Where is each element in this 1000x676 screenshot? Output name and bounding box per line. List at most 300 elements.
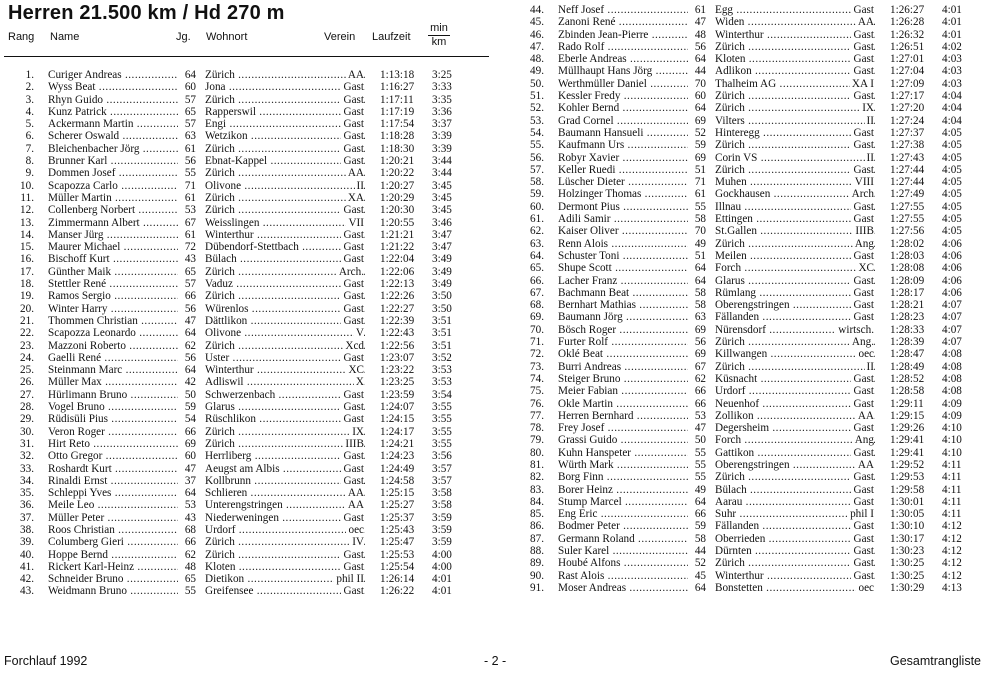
- residence-cell: Winterthur .....: [205, 364, 365, 376]
- rank-cell: 83.: [530, 483, 544, 496]
- time-cell: 1:27:01: [890, 53, 925, 66]
- name-cell: Ramos Sergio .....: [48, 290, 178, 302]
- rank-cell: 74.: [530, 372, 544, 385]
- year-cell: 52: [694, 557, 706, 570]
- pace-cell: 4:11: [942, 458, 962, 471]
- result-row: [0, 229, 490, 241]
- result-row: [510, 508, 1000, 520]
- year-cell: 53: [184, 204, 196, 217]
- pace-cell: 4:08: [942, 348, 962, 361]
- residence-cell: Fällanden .....: [715, 311, 875, 323]
- time-cell: 1:29:11: [890, 397, 924, 410]
- col-header-verein: Verein: [324, 31, 356, 43]
- year-cell: 69: [694, 348, 706, 361]
- result-row: [510, 188, 1000, 200]
- residence-cell: Meilen .....: [715, 250, 875, 262]
- club-cell: Gast: [853, 139, 874, 152]
- residence-cell: Rümlang .....: [715, 287, 875, 299]
- residence-cell: Winterthur .....: [715, 29, 875, 41]
- pace-cell: 4:03: [942, 77, 962, 90]
- year-cell: 44: [694, 545, 706, 558]
- name-cell: Thommen Christian .....: [48, 315, 178, 327]
- rank-cell: 61.: [530, 213, 544, 226]
- rank-cell: 67.: [530, 286, 544, 299]
- time-cell: 1:22:43: [380, 327, 415, 340]
- rank-cell: 77.: [530, 409, 544, 422]
- club-cell: AA: [347, 69, 364, 81]
- rank-cell: 41.: [20, 560, 34, 573]
- result-row: [0, 364, 490, 376]
- residence-cell: Zürich .....: [205, 192, 365, 204]
- club-cell: X: [355, 376, 364, 389]
- residence-cell: Dättlikon .....: [205, 315, 365, 327]
- club-cell: Gast: [853, 28, 874, 41]
- name-cell: Adili Samir .....: [558, 213, 688, 225]
- rank-cell: 12.: [20, 204, 34, 217]
- pace-cell: 4:09: [942, 409, 962, 422]
- time-cell: 1:22:06: [380, 265, 415, 278]
- time-cell: 1:24:58: [380, 474, 415, 487]
- rank-cell: 36.: [20, 499, 34, 512]
- rank-cell: 88.: [530, 545, 544, 558]
- name-cell: Bachmann Beat .....: [558, 287, 688, 299]
- name-cell: Dommen Josef .....: [48, 167, 178, 179]
- result-row: [510, 115, 1000, 127]
- result-row: [0, 536, 490, 548]
- residence-cell: Zürich .....: [715, 471, 875, 483]
- residence-cell: Jona .....: [205, 81, 365, 93]
- time-cell: 1:28:39: [890, 336, 925, 349]
- time-cell: 1:24:23: [380, 450, 415, 463]
- residence-cell: Zürich .....: [205, 204, 365, 216]
- name-cell: Veron Roger .....: [48, 426, 178, 438]
- time-cell: 1:22:13: [380, 278, 415, 291]
- rank-cell: 60.: [530, 200, 544, 213]
- name-cell: Kessler Fredy .....: [558, 90, 688, 102]
- time-cell: 1:26:51: [890, 40, 925, 53]
- name-cell: Zbinden Jean-Pierre .....: [558, 29, 688, 41]
- rank-cell: 80.: [530, 446, 544, 459]
- year-cell: 56: [184, 351, 196, 364]
- club-cell: Gast: [343, 388, 364, 401]
- club-cell: oec: [858, 348, 874, 361]
- result-row: [0, 167, 490, 179]
- residence-cell: Vaduz .....: [205, 278, 365, 290]
- residence-cell: Zürich .....: [715, 41, 875, 53]
- year-cell: 71: [694, 176, 706, 189]
- rank-cell: 49.: [530, 65, 544, 78]
- name-cell: Collenberg Norbert .....: [48, 204, 178, 216]
- pace-cell: 3:25: [432, 69, 452, 81]
- pace-cell: 4:03: [942, 65, 962, 78]
- rank-cell: 79.: [530, 434, 544, 447]
- rank-cell: 44.: [530, 4, 544, 16]
- result-row: [0, 426, 490, 438]
- residence-cell: Weisslingen .....: [205, 217, 365, 229]
- rank-cell: 78.: [530, 422, 544, 435]
- time-cell: 1:28:08: [890, 262, 925, 275]
- club-cell: II: [866, 151, 874, 164]
- result-row: [510, 152, 1000, 164]
- name-cell: Zimmermann Albert .....: [48, 217, 178, 229]
- rank-cell: 89.: [530, 557, 544, 570]
- club-cell: Xcd: [345, 339, 364, 352]
- year-cell: 67: [184, 216, 196, 229]
- club-cell: Gast: [853, 385, 874, 398]
- name-cell: Kohler Bernd .....: [558, 102, 688, 114]
- result-row: [510, 311, 1000, 323]
- time-cell: 1:27:04: [890, 65, 925, 78]
- result-row: [0, 401, 490, 413]
- club-cell: Gast: [853, 299, 874, 312]
- pace-cell: 4:08: [942, 360, 962, 373]
- year-cell: 47: [184, 462, 196, 475]
- residence-cell: Gockhausen .....: [715, 188, 875, 200]
- pace-cell: 3:59: [432, 536, 452, 549]
- rank-cell: 84.: [530, 495, 544, 508]
- time-cell: 1:27:43: [890, 151, 925, 164]
- time-cell: 1:18:30: [380, 142, 415, 155]
- residence-cell: Unterengstringen .....: [205, 499, 365, 511]
- pace-cell: 4:05: [942, 139, 962, 152]
- result-row: [0, 192, 490, 204]
- pace-cell: 4:08: [942, 372, 962, 385]
- pace-cell: 4:10: [942, 446, 962, 459]
- residence-cell: Muhen .....: [715, 176, 875, 188]
- pace-cell: 3:50: [432, 302, 452, 315]
- name-cell: Rüdisüli Pius .....: [48, 413, 178, 425]
- year-cell: 64: [694, 581, 706, 594]
- residence-cell: Nürensdorf .....: [715, 324, 875, 336]
- club-cell: IIIB: [345, 437, 364, 450]
- pace-cell: 4:00: [432, 548, 452, 561]
- time-cell: 1:18:28: [380, 130, 415, 143]
- rank-cell: 31.: [20, 437, 34, 450]
- rank-cell: 58.: [530, 176, 544, 189]
- residence-cell: Oberrieden .....: [715, 533, 875, 545]
- name-cell: Holzinger Thomas .....: [558, 188, 688, 200]
- club-cell: Gast: [343, 351, 364, 364]
- residence-cell: Zürich .....: [205, 340, 365, 352]
- name-cell: Wyss Beat .....: [48, 81, 178, 93]
- result-row: [510, 557, 1000, 569]
- residence-cell: Zürich .....: [715, 139, 875, 151]
- time-cell: 1:23:59: [380, 388, 415, 401]
- result-row: [510, 78, 1000, 90]
- residence-cell: Küsnacht .....: [715, 373, 875, 385]
- club-cell: Arch.: [338, 265, 364, 278]
- time-cell: 1:24:49: [380, 462, 415, 475]
- pace-cell: 4:01: [942, 4, 962, 16]
- year-cell: 64: [694, 495, 706, 508]
- club-cell: phil II: [336, 573, 364, 586]
- rank-cell: 62.: [530, 225, 544, 238]
- pace-cell: 3:49: [432, 253, 452, 266]
- residence-cell: Zürich .....: [715, 102, 875, 114]
- name-cell: Müller Max .....: [48, 376, 178, 388]
- residence-cell: Suhr .....: [715, 508, 875, 520]
- residence-cell: Zürich .....: [205, 549, 365, 561]
- result-row: [0, 81, 490, 93]
- pace-cell: 4:08: [942, 385, 962, 398]
- time-cell: 1:30:01: [890, 495, 925, 508]
- residence-cell: Engi .....: [205, 118, 365, 130]
- time-cell: 1:23:25: [380, 376, 415, 389]
- club-cell: AA: [857, 16, 874, 29]
- result-row: [0, 69, 490, 81]
- name-cell: Rickert Karl-Heinz .....: [48, 561, 178, 573]
- rank-cell: 23.: [20, 339, 34, 352]
- year-cell: 37: [184, 474, 196, 487]
- rank-cell: 91.: [530, 581, 544, 594]
- club-cell: VIII: [854, 176, 874, 189]
- club-cell: Gast: [343, 228, 364, 241]
- result-row: [0, 130, 490, 142]
- residence-cell: Zürich .....: [205, 438, 365, 450]
- rank-cell: 25.: [20, 364, 34, 377]
- club-cell: Gast: [853, 90, 874, 103]
- pace-cell: 4:01: [942, 16, 962, 29]
- residence-cell: Illnau .....: [715, 201, 875, 213]
- residence-cell: Schwerzenbach .....: [205, 389, 365, 401]
- rank-cell: 37.: [20, 511, 34, 524]
- name-cell: Scapozza Carlo .....: [48, 180, 178, 192]
- pace-cell: 4:11: [942, 483, 962, 496]
- residence-cell: Corin VS .....: [715, 152, 875, 164]
- club-cell: Gast: [343, 302, 364, 315]
- time-cell: 1:24:15: [380, 413, 415, 426]
- pace-cell: 3:45: [432, 191, 452, 204]
- club-cell: Gast: [853, 483, 874, 496]
- name-cell: Bodmer Peter .....: [558, 520, 688, 532]
- result-row: [0, 290, 490, 302]
- pace-cell: 4:06: [942, 286, 962, 299]
- year-cell: 51: [694, 163, 706, 176]
- rank-cell: 1.: [25, 69, 34, 81]
- time-cell: 1:30:05: [890, 508, 925, 521]
- residence-cell: Adliswil .....: [205, 376, 365, 388]
- club-cell: Gast: [343, 474, 364, 487]
- time-cell: 1:27:56: [890, 225, 925, 238]
- club-cell: Gast: [343, 450, 364, 463]
- club-cell: Gast: [343, 118, 364, 131]
- result-row: [510, 250, 1000, 262]
- residence-cell: Dübendorf-Stettbach .....: [205, 241, 365, 253]
- pace-cell: 4:12: [942, 545, 962, 558]
- rank-cell: 22.: [20, 327, 34, 340]
- pace-cell: 4:05: [942, 151, 962, 164]
- results-list-left: [0, 69, 490, 598]
- club-cell: Gast: [853, 65, 874, 78]
- pace-cell: 4:02: [942, 40, 962, 53]
- result-row: [510, 484, 1000, 496]
- club-cell: Gast: [853, 532, 874, 545]
- year-cell: 66: [184, 425, 196, 438]
- result-row: [510, 471, 1000, 483]
- time-cell: 1:27:44: [890, 163, 925, 176]
- year-cell: 60: [184, 81, 196, 94]
- pace-cell: 4:12: [942, 520, 962, 533]
- rank-cell: 59.: [530, 188, 544, 201]
- name-cell: Manser Jürg .....: [48, 229, 178, 241]
- pace-cell: 4:07: [942, 299, 962, 312]
- pace-cell: 3:49: [432, 278, 452, 291]
- name-cell: Grad Cornel .....: [558, 115, 688, 127]
- result-row: [510, 238, 1000, 250]
- club-cell: Gast: [853, 495, 874, 508]
- time-cell: 1:25:43: [380, 523, 415, 536]
- residence-cell: Oberengstringen .....: [715, 459, 875, 471]
- result-row: [510, 41, 1000, 53]
- club-cell: XA I: [851, 77, 874, 90]
- rank-cell: 42.: [20, 573, 34, 586]
- pace-cell: 4:03: [942, 53, 962, 66]
- year-cell: 64: [184, 69, 196, 81]
- pace-cell: 4:12: [942, 557, 962, 570]
- name-cell: Weidmann Bruno .....: [48, 585, 178, 597]
- club-cell: oec: [858, 581, 874, 594]
- club-cell: IIIB: [855, 225, 874, 238]
- rank-cell: 45.: [530, 16, 544, 29]
- club-cell: VII: [348, 216, 364, 229]
- residence-cell: Killwangen .....: [715, 348, 875, 360]
- club-cell: Gast: [343, 253, 364, 266]
- name-cell: Bischoff Kurt .....: [48, 253, 178, 265]
- residence-cell: Zürich .....: [715, 164, 875, 176]
- club-cell: Gast: [853, 4, 874, 16]
- time-cell: 1:26:32: [890, 28, 925, 41]
- residence-cell: Bülach .....: [715, 484, 875, 496]
- residence-cell: Glarus .....: [715, 275, 875, 287]
- club-cell: Gast: [853, 471, 874, 484]
- rank-cell: 43.: [20, 585, 34, 598]
- year-cell: 70: [694, 77, 706, 90]
- club-cell: Gast: [343, 130, 364, 143]
- club-cell: Gast: [343, 401, 364, 414]
- pace-cell: 4:06: [942, 237, 962, 250]
- residence-cell: Zürich .....: [205, 167, 365, 179]
- name-cell: Scherer Oswald .....: [48, 130, 178, 142]
- rank-cell: 51.: [530, 90, 544, 103]
- col-header-name: Name: [50, 31, 80, 43]
- pace-cell: 3:47: [432, 241, 452, 254]
- time-cell: 1:28:33: [890, 323, 925, 336]
- name-cell: Otto Gregor .....: [48, 450, 178, 462]
- rank-cell: 81.: [530, 458, 544, 471]
- name-cell: Columberg Gieri .....: [48, 536, 178, 548]
- year-cell: 48: [694, 28, 706, 41]
- name-cell: Houbé Alfons .....: [558, 557, 688, 569]
- result-row: [510, 213, 1000, 225]
- residence-cell: Wetzikon .....: [205, 130, 365, 142]
- time-cell: 1:21:22: [380, 241, 415, 254]
- result-row: [0, 94, 490, 106]
- club-cell: Gast: [853, 422, 874, 435]
- name-cell: Ackermann Martin .....: [48, 118, 178, 130]
- pace-cell: 3:56: [432, 450, 452, 463]
- club-cell: XC: [858, 262, 874, 275]
- pace-cell: 4:01: [942, 28, 962, 41]
- year-cell: 61: [694, 188, 706, 201]
- result-row: [510, 422, 1000, 434]
- pace-cell: 4:04: [942, 114, 962, 127]
- result-row: [0, 512, 490, 524]
- club-cell: Gast: [343, 93, 364, 106]
- pace-cell: 3:55: [432, 401, 452, 414]
- name-cell: Suler Karel .....: [558, 545, 688, 557]
- time-cell: 1:20:22: [380, 167, 415, 180]
- time-cell: 1:24:17: [380, 425, 415, 438]
- year-cell: 43: [184, 511, 196, 524]
- time-cell: 1:28:23: [890, 311, 925, 324]
- time-cell: 1:28:09: [890, 274, 925, 287]
- name-cell: Dermont Pius .....: [558, 201, 688, 213]
- rank-cell: 26.: [20, 376, 34, 389]
- time-cell: 1:24:21: [380, 437, 415, 450]
- name-cell: Mazzoni Roberto .....: [48, 340, 178, 352]
- pace-cell: 4:12: [942, 532, 962, 545]
- year-cell: 47: [694, 422, 706, 435]
- residence-cell: Vilters .....: [715, 115, 875, 127]
- pace-cell: 4:06: [942, 262, 962, 275]
- time-cell: 1:20:29: [380, 191, 415, 204]
- col-header-wohnort: Wohnort: [206, 31, 248, 43]
- residence-cell: Zürich .....: [715, 238, 875, 250]
- name-cell: Müllhaupt Hans Jörg .....: [558, 65, 688, 77]
- club-cell: Gast: [343, 105, 364, 118]
- pace-cell: 4:04: [942, 102, 962, 115]
- result-row: [0, 463, 490, 475]
- rank-cell: 40.: [20, 548, 34, 561]
- time-cell: 1:27:55: [890, 213, 925, 226]
- year-cell: 62: [184, 548, 196, 561]
- club-cell: Gast: [343, 462, 364, 475]
- time-cell: 1:29:26: [890, 422, 925, 435]
- time-cell: 1:27:20: [890, 102, 925, 115]
- pace-cell: 3:53: [432, 364, 452, 377]
- pace-cell: 4:05: [942, 188, 962, 201]
- year-cell: 61: [184, 142, 196, 155]
- residence-cell: Uster .....: [205, 352, 365, 364]
- residence-cell: St.Gallen .....: [715, 225, 875, 237]
- name-cell: Winter Harry .....: [48, 303, 178, 315]
- rank-cell: 18.: [20, 278, 34, 291]
- result-row: [0, 106, 490, 118]
- club-cell: V: [355, 327, 364, 340]
- rank-cell: 7.: [25, 142, 34, 155]
- time-cell: 1:29:52: [890, 458, 925, 471]
- rank-cell: 3.: [25, 93, 34, 106]
- time-cell: 1:27:24: [890, 114, 925, 127]
- result-row: [0, 475, 490, 487]
- name-cell: Rhyn Guido .....: [48, 94, 178, 106]
- result-row: [510, 275, 1000, 287]
- result-row: [510, 4, 1000, 16]
- result-row: [510, 447, 1000, 459]
- pace-cell: 3:57: [432, 462, 452, 475]
- year-cell: 51: [694, 249, 706, 262]
- time-cell: 1:28:47: [890, 348, 925, 361]
- pace-cell: 4:07: [942, 323, 962, 336]
- pace-cell: 3:36: [432, 105, 452, 118]
- club-cell: AA: [857, 458, 874, 471]
- club-cell: II: [866, 114, 874, 127]
- name-cell: Werthmüller Daniel .....: [558, 78, 688, 90]
- header-divider: [4, 56, 489, 57]
- time-cell: 1:26:28: [890, 16, 925, 29]
- name-cell: Roos Christian .....: [48, 524, 178, 536]
- rank-cell: 46.: [530, 28, 544, 41]
